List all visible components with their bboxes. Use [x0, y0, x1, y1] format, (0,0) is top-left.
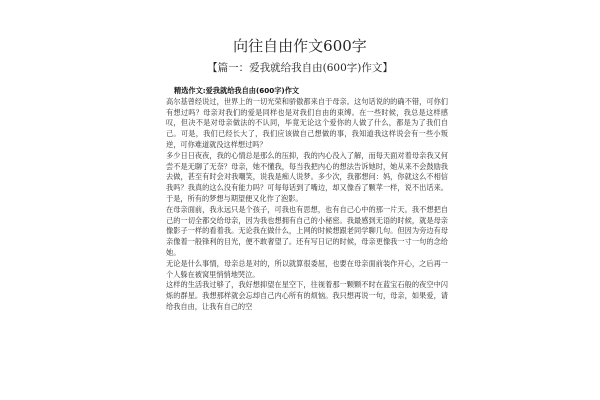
document-subtitle: 【篇一：爱我就给我自由(600字)作文】 [207, 62, 393, 74]
paragraph: 高尔基曾经说过，世界上的一切光荣和骄傲都来自于母亲。这句话说的的确不错，可你们有想过吗？母亲对我们的爱是同样也是对我们自由的束缚。在一些时候，我总是这样感叹，但决不是对母亲做法的不认同，毕竟无论这个爱你的人做了什么，都是为了我们自己。可是，我们已经长大了，我们应该做自己想做的事，我知道我这样说会有一些小叛逆，可你难道就没这样想过吗？ [166, 96, 448, 149]
paragraph: 这样的生活我过够了，我好想抑望在星空下，往视着那一颗颗不时在蓝宝石般的夜空中闪烁的群星。我想那样就会忘却自己内心所有的烦恼。我只想再说一句，母亲，如果爱，请给我自由，让我有自己的空 [166, 280, 448, 311]
paragraph: 无论是什么事情，母亲总是对的，所以就算很委屈，也要在母亲面前装作开心，之后再一个人躲在被窝里悄悄地哭泣。 [166, 258, 448, 279]
paragraph: 多少日日夜夜，我的心情总是那么的压抑，我的内心没入了解，而每天面对着母亲我又何尝不是无聊了无奈？母亲，她不懂我，每当我把内心的想法告诉她时，她从来不会鼓励我去做，甚至有时会对我嘲笑，说我是痴人说梦。多少次，我都想问：妈，你就这么不相信我吗？我真的这么没有能力吗？可每每话到了嘴边，却又像吞了颗苹一样，说不出话来。于是，所有的梦想与期望便又化作了泡影。 [166, 150, 448, 203]
paragraph: 在母亲面前，我永远只是个孩子，可我也有思想，也有自己心中的那一片天。我不想把自己的一切全都交给母亲，因为我也想拥有自己的小秘密。我最感到无语的时候，就是母亲像影子一样的看着我。无论我在做什么，上网的时候想跟老同学聊几句。但因为旁边有母亲像着一般锋利的目光，便不敢奢望了。还有写日记的时候，母亲更像我一寸一句的念给她。 [166, 204, 448, 257]
section-heading: 精选作文:爱我就给我自由(600字)作文 [174, 86, 300, 95]
document-body [166, 86, 448, 313]
document-title: 向往自由作文600字 [233, 37, 367, 55]
